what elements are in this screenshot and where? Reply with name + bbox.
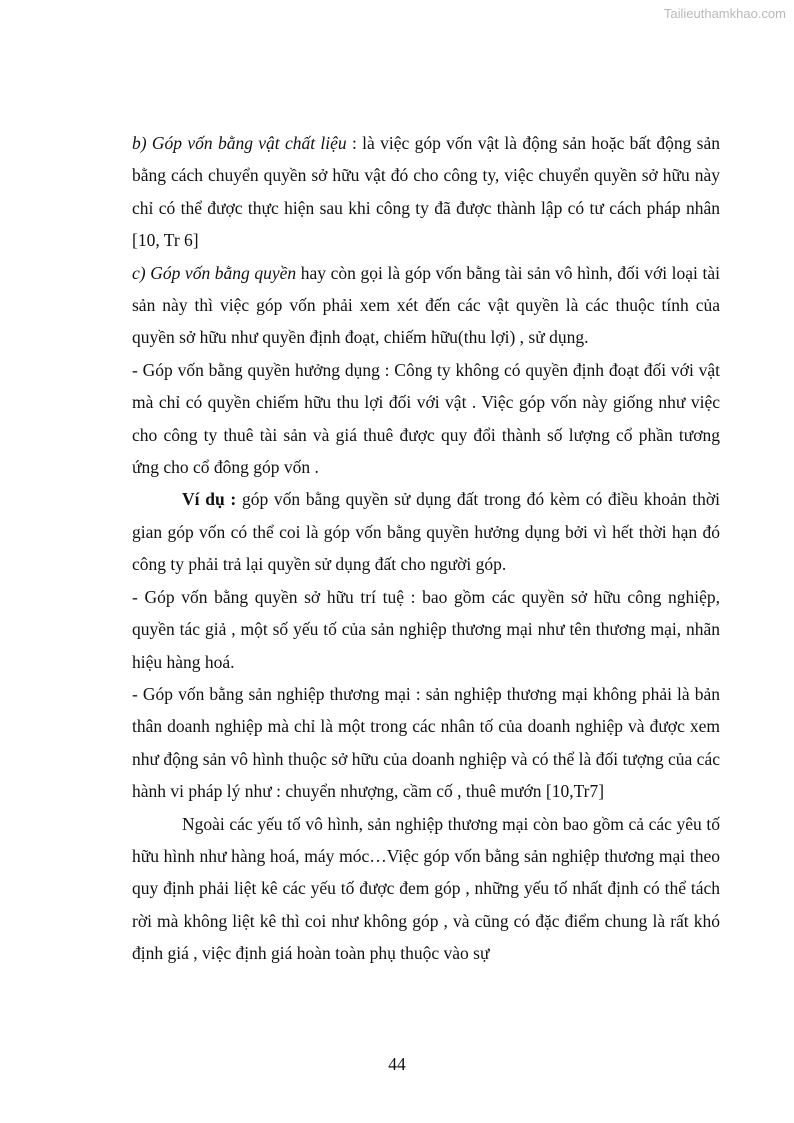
text-capital-rights: hay còn gọi là góp vốn bằng tài sản vô hình, đối với loại tài sản này thì việc góp vốn phải xem xét đến các vật quyền là các thuộc tính của quyền sở hữu như quyền định đoạt, chiếm hữu(thu lợi) , sử dụng. bbox=[132, 262, 720, 348]
paragraph-tangible-elements: Ngoài các yếu tố vô hình, sản nghiệp thương mại còn bao gồm cả các yêu tố hữu hình như hàng hoá, máy móc…Việc góp vốn bằng sản nghiệp thương mại theo quy định phải liệt kê các yếu tố được đem góp , những yếu tố nhất định có thể tách rời mà không liệt kê thì coi như không góp , và cũng có đặc điểm chung là rất khó định giá , việc định giá hoàn toàn phụ thuộc vào sự bbox=[132, 813, 720, 964]
page-number: 44 bbox=[388, 1054, 406, 1074]
document-body bbox=[132, 127, 720, 970]
heading-capital-materials: b) Góp vốn bằng vật chất liệu bbox=[132, 133, 347, 153]
text-capital-materials: : là việc góp vốn vật là động sản hoặc bất động sản bằng cách chuyển quyền sở hữu vật đó cho công ty, việc chuyển quyền sở hữu này chỉ có thể được thực hiện sau khi công ty đã được thành lập có tư cách pháp nhân [10, Tr 6] bbox=[132, 133, 721, 251]
paragraph-capital-rights bbox=[132, 257, 720, 354]
example-label: Ví dụ : bbox=[182, 489, 237, 510]
heading-capital-rights: c) Góp vốn bằng quyền bbox=[132, 262, 297, 283]
text-example: góp vốn bằng quyền sử dụng đất trong đó kèm có điều khoản thời gian góp vốn có thể coi là góp vốn bằng quyền hưởng dụng bởi vì hết thời hạn đó công ty phải trả lại quyền sử dụng đất cho người góp. bbox=[132, 489, 720, 575]
paragraph-commercial-business: - Góp vốn bằng sản nghiệp thương mại : sản nghiệp thương mại không phải là bản thân doanh nghiệp mà chỉ là một trong các nhân tố của doanh nghiệp và được xem như động sản vô hình thuộc sở hữu của doanh nghiệp và có thể là đối tượng của các hành vi pháp lý như : chuyển nhượng, cầm cố , thuê mướn [10,Tr7] bbox=[132, 683, 720, 802]
paragraph-example bbox=[132, 483, 720, 580]
paragraph-capital-materials bbox=[132, 127, 720, 257]
paragraph-usufruct: - Góp vốn bằng quyền hưởng dụng : Công ty không có quyền định đoạt đối với vật mà chỉ có quyền chiếm hữu thu lợi đối với vật . Việc góp vốn này giống như việc cho công ty thuê tài sản và giá thuê được quy đổi thành số lượng cổ phần tương ứng cho cổ đông góp vốn . bbox=[132, 359, 720, 478]
watermark: Tailieuthamkhao.com bbox=[663, 6, 786, 21]
paragraph-intellectual-property: - Góp vốn bằng quyền sở hữu trí tuệ : bao gồm các quyền sở hữu công nghiệp, quyền tác giả , một số yếu tố của sản nghiệp thương mại như tên thương mại, nhãn hiệu hàng hoá. bbox=[132, 586, 720, 672]
